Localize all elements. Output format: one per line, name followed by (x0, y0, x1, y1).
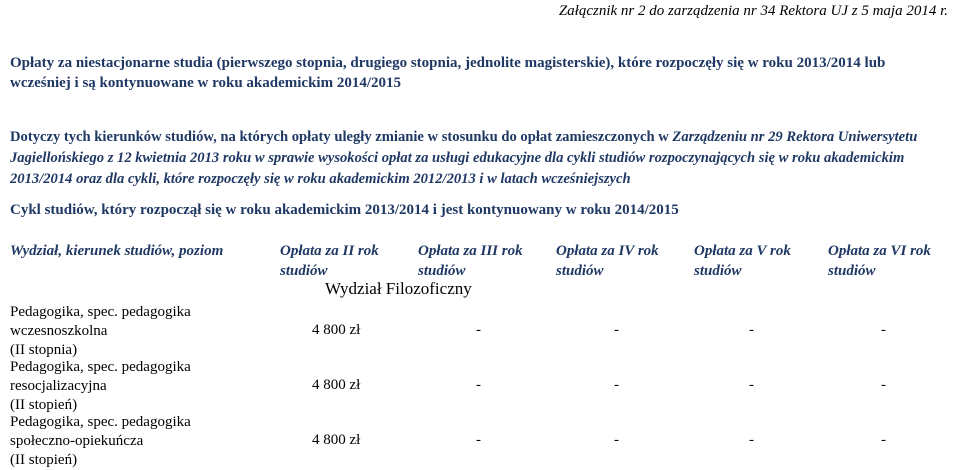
fee-year-4: - (614, 432, 619, 448)
program-name: Pedagogika, spec. pedagogika (10, 359, 191, 375)
program-level: (II stopień) (10, 397, 78, 413)
program-specialization: społeczno-opiekuńcza (10, 433, 144, 449)
program-level: (II stopień) (10, 452, 78, 468)
cycle-heading: Cykl studiów, który rozpoczął się w roku akademickim 2013/2014 i jest kontynuowany w roku 2014/2015 (10, 202, 679, 218)
fee-year-6: - (881, 322, 886, 338)
program-name: Pedagogika, spec. pedagogika (10, 414, 191, 430)
faculty-name: Wydział Filozoficzny (325, 279, 472, 298)
program-cell (10, 358, 191, 415)
fee-year-2: 4 800 zł (312, 432, 361, 448)
program-specialization: resocjalizacyjna (10, 378, 107, 394)
fee-year-3: - (476, 322, 481, 338)
header-year-4: Opłata za IV rok studiów (556, 243, 659, 279)
fee-year-2: 4 800 zł (312, 322, 361, 338)
program-level: (II stopnia) (10, 342, 78, 358)
fee-year-6: - (881, 432, 886, 448)
scope-note-text: Dotyczy tych kierunków studiów, na których opłaty uległy zmianie w stosunku do opłat zamieszczonych w (10, 129, 673, 145)
program-cell (10, 303, 191, 360)
header-program: Wydział, kierunek studiów, poziom (10, 243, 224, 259)
program-specialization: wczesnoszkolna (10, 323, 108, 339)
header-year-2: Opłata za II rok studiów (280, 243, 379, 279)
program-cell (10, 413, 191, 470)
regulation-reference: Zarządzeniu nr 29 Rektora Uniwersytetu Jagiellońskiego z 12 kwietnia 2013 roku w sprawie wysokości opłat za usługi edukacyjne dla cykli studiów rozpoczynających się w roku akademickim 2013/2014 oraz dla cykli, które rozpoczęły się w roku akademickim 2012/2013 i w latach wcześniejszych (10, 129, 918, 187)
fee-year-4: - (614, 322, 619, 338)
fee-year-4: - (614, 377, 619, 393)
fee-year-2: 4 800 zł (312, 377, 361, 393)
fee-year-3: - (476, 432, 481, 448)
header-year-6: Opłata za VI rok studiów (828, 243, 931, 279)
header-year-3: Opłata za III rok studiów (418, 243, 523, 279)
program-name: Pedagogika, spec. pedagogika (10, 304, 191, 320)
fee-year-5: - (749, 322, 754, 338)
attachment-note: Załącznik nr 2 do zarządzenia nr 34 Rektora UJ z 5 maja 2014 r. (558, 3, 948, 19)
header-year-5: Opłata za V rok studiów (694, 243, 791, 279)
fee-year-6: - (881, 377, 886, 393)
fee-year-3: - (476, 377, 481, 393)
fee-year-5: - (749, 432, 754, 448)
document-title: Opłaty za niestacjonarne studia (pierwszego stopnia, drugiego stopnia, jednolite magisterskie), które rozpoczęły się w roku 2013/2014 lub wcześniej i są kontynuowane w roku akademickim 2014/2015 (10, 55, 886, 91)
fee-year-5: - (749, 377, 754, 393)
scope-note (10, 127, 950, 190)
